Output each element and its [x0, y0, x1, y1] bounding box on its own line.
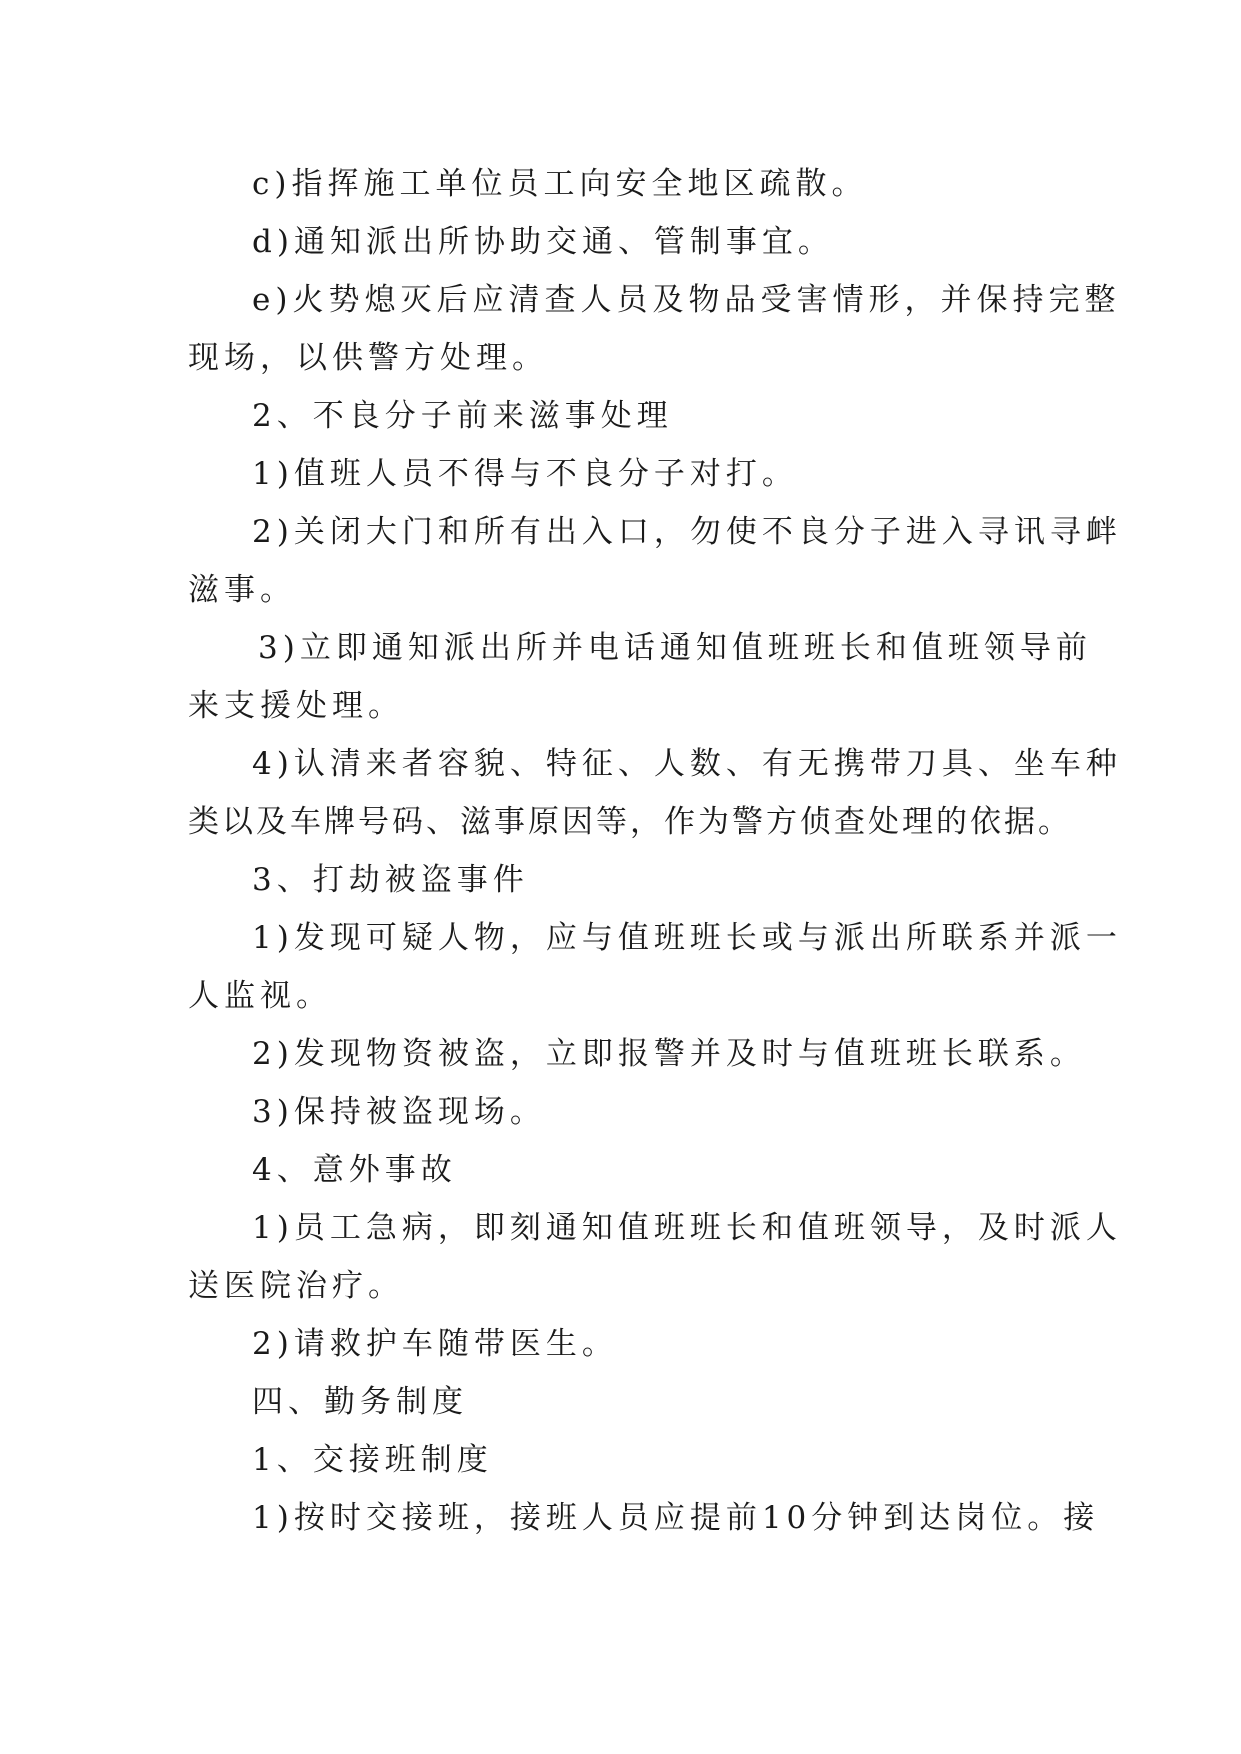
paragraph-line: 2)关闭大门和所有出入口，勿使不良分子进入寻讯寻衅 — [252, 514, 1122, 550]
paragraph-line: 2)发现物资被盗，立即报警并及时与值班班长联系。 — [252, 1036, 1086, 1072]
paragraph-line: 类以及车牌号码、滋事原因等，作为警方侦查处理的依据。 — [188, 804, 1072, 840]
section-heading: 4、意外事故 — [252, 1152, 457, 1188]
paragraph-line: 2)请救护车随带医生。 — [252, 1326, 618, 1362]
section-heading: 3、打劫被盗事件 — [252, 862, 529, 898]
paragraph-line: 1)按时交接班，接班人员应提前10分钟到达岗位。接 — [252, 1500, 1100, 1536]
paragraph-line: 1)发现可疑人物，应与值班班长或与派出所联系并派一 — [252, 920, 1122, 956]
paragraph-line: 滋事。 — [188, 572, 296, 608]
paragraph-line: 送医院治疗。 — [188, 1268, 404, 1304]
paragraph-line: 3)保持被盗现场。 — [252, 1094, 546, 1130]
paragraph-line: e)火势熄灭后应清查人员及物品受害情形，并保持完整 — [252, 282, 1121, 318]
paragraph-line: 现场，以供警方处理。 — [188, 340, 548, 376]
paragraph-line: 1)员工急病，即刻通知值班班长和值班领导，及时派人 — [252, 1210, 1122, 1246]
paragraph-line: c)指挥施工单位员工向安全地区疏散。 — [252, 166, 868, 202]
section-heading: 1、交接班制度 — [252, 1442, 493, 1478]
paragraph-line: 3)立即通知派出所并电话通知值班班长和值班领导前 — [258, 630, 1092, 666]
paragraph-line: 4)认清来者容貌、特征、人数、有无携带刀具、坐车种 — [252, 746, 1122, 782]
section-heading: 2、不良分子前来滋事处理 — [252, 398, 673, 434]
chapter-heading: 四、勤务制度 — [252, 1384, 468, 1420]
paragraph-line: d)通知派出所协助交通、管制事宜。 — [252, 224, 834, 260]
document-body — [188, 155, 1122, 1547]
paragraph-line: 来支援处理。 — [188, 688, 404, 724]
paragraph-line: 1)值班人员不得与不良分子对打。 — [252, 456, 798, 492]
paragraph-line: 人监视。 — [188, 978, 332, 1014]
